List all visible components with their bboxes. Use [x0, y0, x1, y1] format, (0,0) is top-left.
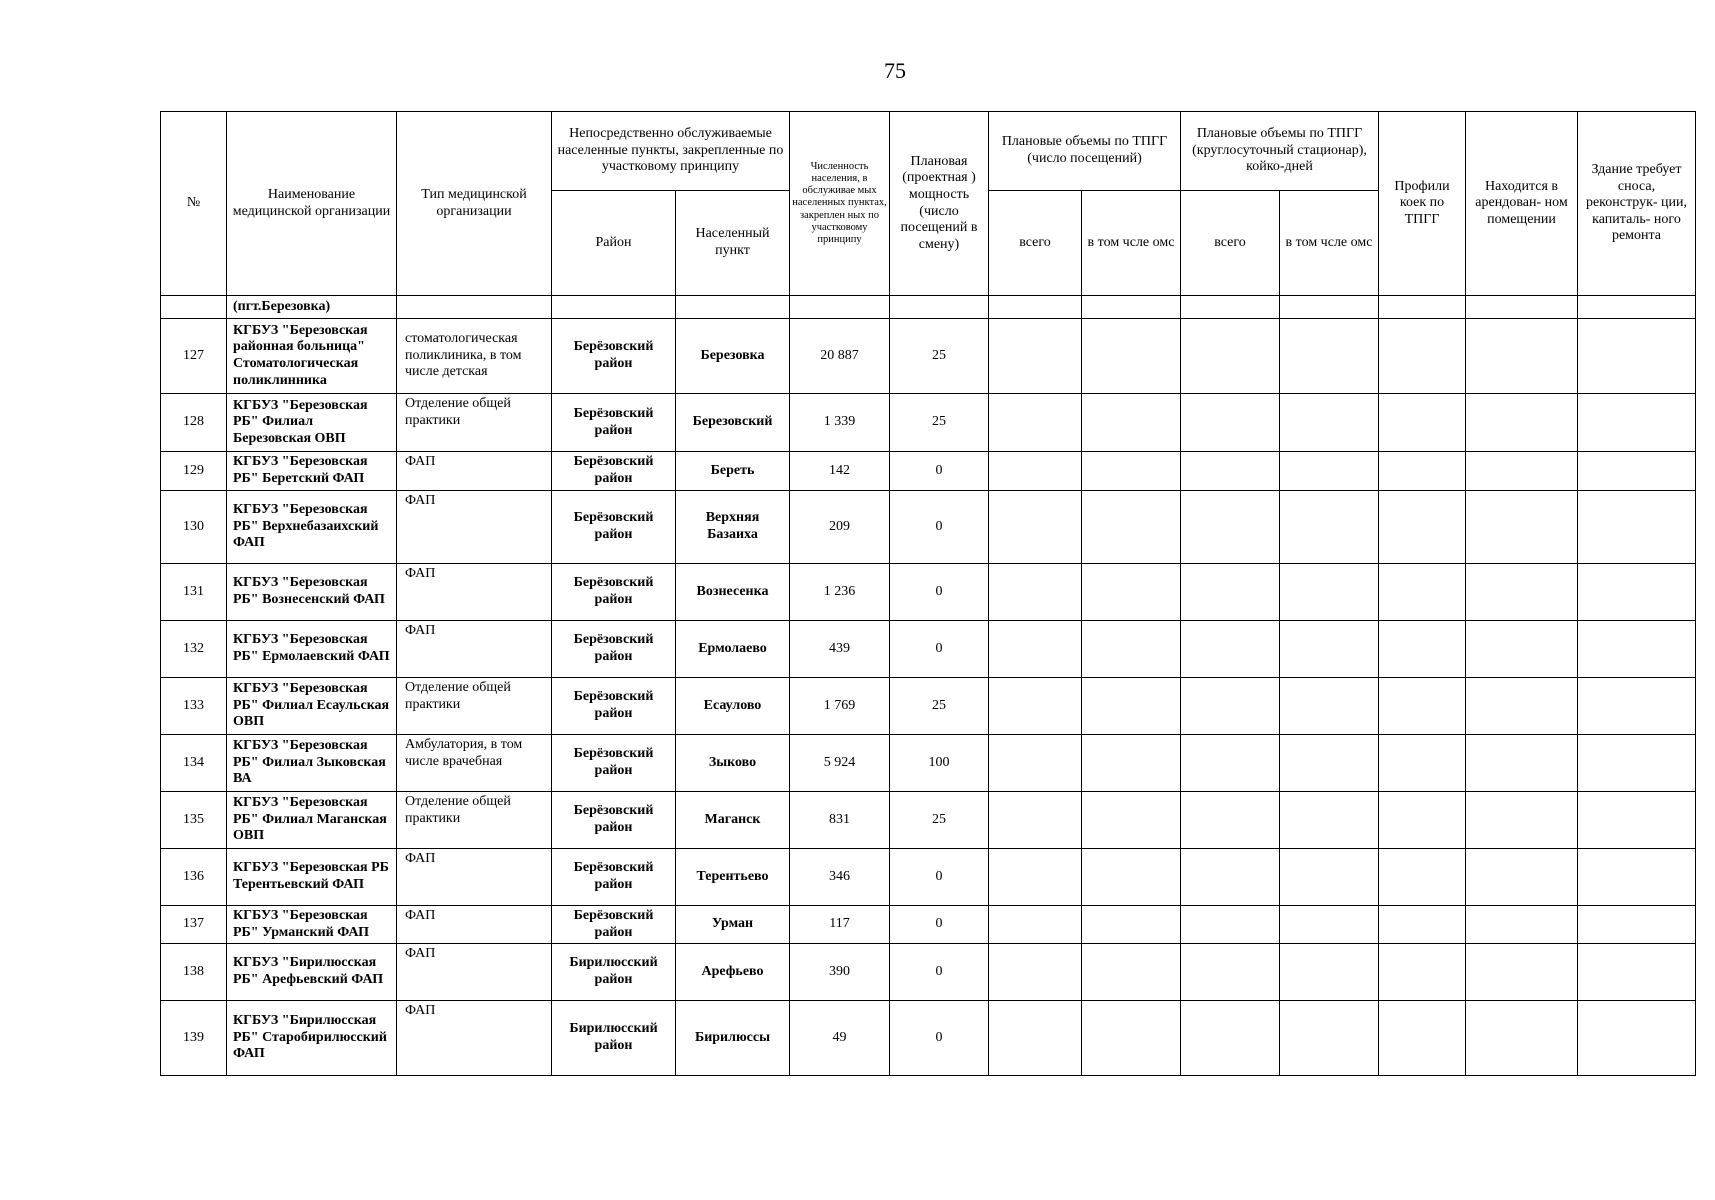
organization-type: ФАП [397, 452, 552, 491]
organization-type: Отделение общей практики [397, 792, 552, 849]
header-district: Район [552, 191, 676, 296]
row-number: 129 [161, 452, 227, 491]
empty-cell [1181, 394, 1280, 452]
district: Берёзовский район [552, 564, 676, 621]
empty-cell [1280, 678, 1379, 735]
empty-cell [1466, 452, 1578, 491]
empty-cell [1082, 621, 1181, 678]
page-number: 75 [884, 58, 906, 83]
header-visits: Плановые объемы по ТПГГ (число посещений) [989, 112, 1181, 191]
population: 1 769 [790, 678, 890, 735]
settlement: Зыково [676, 735, 790, 792]
empty-cell [1082, 1001, 1181, 1076]
organization-type: Амбулатория, в том числе врачебная [397, 735, 552, 792]
table-row [161, 394, 1696, 452]
header-beds: Плановые объемы по ТПГГ (круглосуточный стационар), койко-дней [1181, 112, 1379, 191]
empty-cell [1578, 1001, 1696, 1076]
empty-cell [1082, 944, 1181, 1001]
empty-cell [1280, 944, 1379, 1001]
empty-cell [1466, 394, 1578, 452]
empty-cell [1280, 735, 1379, 792]
district: Бирилюсский район [552, 944, 676, 1001]
header-served: Непосредственно обслуживаемые населенные пункты, закрепленные по участковому принципу [552, 112, 790, 191]
empty-cell [1578, 452, 1696, 491]
table-row [161, 944, 1696, 1001]
empty-cell [1082, 452, 1181, 491]
empty-cell [1379, 491, 1466, 564]
district: Берёзовский район [552, 452, 676, 491]
empty-cell [1466, 491, 1578, 564]
empty-cell [989, 678, 1082, 735]
capacity: 0 [890, 1001, 989, 1076]
table-row [161, 906, 1696, 944]
population: 117 [790, 906, 890, 944]
empty-cell [989, 319, 1082, 394]
row-number: 127 [161, 319, 227, 394]
header-num: № [161, 112, 227, 296]
capacity: 0 [890, 906, 989, 944]
empty-cell [1466, 1001, 1578, 1076]
empty-cell [1082, 792, 1181, 849]
capacity: 25 [890, 319, 989, 394]
organization-type: ФАП [397, 849, 552, 906]
empty-cell [1181, 792, 1280, 849]
capacity: 25 [890, 394, 989, 452]
organization-name: КГБУЗ "Березовская РБ" Филиал Березовская ОВП [227, 394, 397, 452]
empty-cell [1280, 319, 1379, 394]
capacity: 25 [890, 792, 989, 849]
empty-cell [1181, 849, 1280, 906]
empty-cell [1466, 944, 1578, 1001]
table-row [161, 792, 1696, 849]
population: 1 236 [790, 564, 890, 621]
organization-name: КГБУЗ "Березовская РБ Терентьевский ФАП [227, 849, 397, 906]
empty-cell [1280, 491, 1379, 564]
empty-cell [1379, 1001, 1466, 1076]
empty-cell [989, 452, 1082, 491]
table-row [161, 564, 1696, 621]
empty-cell [989, 1001, 1082, 1076]
population: 1 339 [790, 394, 890, 452]
empty-cell [1466, 678, 1578, 735]
header-population: Численность населения, в обслуживае мых населенных пунктах, закреплен ных по участковому принципу [790, 112, 890, 296]
population: 5 924 [790, 735, 890, 792]
empty-cell [1181, 944, 1280, 1001]
organization-type: ФАП [397, 621, 552, 678]
settlement: Березовский [676, 394, 790, 452]
empty-cell [1181, 906, 1280, 944]
district: Бирилюсский район [552, 1001, 676, 1076]
organization-type: ФАП [397, 906, 552, 944]
row-number: 135 [161, 792, 227, 849]
table-row [161, 735, 1696, 792]
empty-cell [1082, 564, 1181, 621]
row-number: 134 [161, 735, 227, 792]
population: 49 [790, 1001, 890, 1076]
continuation-text: (пгт.Березовка) [227, 296, 397, 319]
header-beds-total: всего [1181, 191, 1280, 296]
settlement: Есаулово [676, 678, 790, 735]
organization-name: КГБУЗ "Березовская РБ" Ермолаевский ФАП [227, 621, 397, 678]
empty-cell [1082, 849, 1181, 906]
organization-type: ФАП [397, 564, 552, 621]
settlement: Вознесенка [676, 564, 790, 621]
district: Берёзовский район [552, 621, 676, 678]
capacity: 0 [890, 452, 989, 491]
organization-name: КГБУЗ "Бирилюсская РБ" Старобирилюсский ФАП [227, 1001, 397, 1076]
organization-name: КГБУЗ "Березовская РБ" Верхнебазаихский ФАП [227, 491, 397, 564]
empty-cell [1280, 564, 1379, 621]
population: 20 887 [790, 319, 890, 394]
row-number: 139 [161, 1001, 227, 1076]
row-number: 132 [161, 621, 227, 678]
empty-cell [1578, 319, 1696, 394]
empty-cell [1280, 849, 1379, 906]
empty-cell [989, 944, 1082, 1001]
empty-cell [1280, 1001, 1379, 1076]
settlement: Верхняя Базаиха [676, 491, 790, 564]
table-row [161, 1001, 1696, 1076]
organization-name: КГБУЗ "Березовская РБ" Филиал Маганская ОВП [227, 792, 397, 849]
settlement: Терентьево [676, 849, 790, 906]
empty-cell [989, 906, 1082, 944]
empty-cell [1466, 319, 1578, 394]
table-row [161, 678, 1696, 735]
capacity: 100 [890, 735, 989, 792]
organization-type: Отделение общей практики [397, 394, 552, 452]
continuation-row [161, 296, 1696, 319]
population: 346 [790, 849, 890, 906]
row-number: 131 [161, 564, 227, 621]
capacity: 0 [890, 564, 989, 621]
organization-name: КГБУЗ "Березовская РБ" Беретский ФАП [227, 452, 397, 491]
empty-cell [1280, 621, 1379, 678]
empty-cell [1280, 452, 1379, 491]
empty-cell [1379, 849, 1466, 906]
capacity: 0 [890, 849, 989, 906]
empty-cell [1578, 394, 1696, 452]
empty-cell [1466, 621, 1578, 678]
empty-cell [989, 849, 1082, 906]
empty-cell [1578, 491, 1696, 564]
empty-cell [1082, 394, 1181, 452]
empty-cell [1181, 735, 1280, 792]
empty-cell [1578, 564, 1696, 621]
empty-cell [1379, 944, 1466, 1001]
empty-cell [1466, 735, 1578, 792]
organization-name: КГБУЗ "Березовская РБ" Филиал Есаульская ОВП [227, 678, 397, 735]
organization-type: ФАП [397, 1001, 552, 1076]
empty-cell [1578, 621, 1696, 678]
empty-cell [1466, 849, 1578, 906]
settlement: Ермолаево [676, 621, 790, 678]
empty-cell [1181, 678, 1280, 735]
population: 439 [790, 621, 890, 678]
district: Берёзовский район [552, 491, 676, 564]
empty-cell [989, 735, 1082, 792]
settlement: Маганск [676, 792, 790, 849]
empty-cell [1379, 678, 1466, 735]
empty-cell [1280, 906, 1379, 944]
empty-cell [1578, 792, 1696, 849]
empty-cell [989, 792, 1082, 849]
empty-cell [1082, 491, 1181, 564]
empty-cell [989, 621, 1082, 678]
header-building: Здание требует сноса, реконструк- ции, капиталь- ного ремонта [1578, 112, 1696, 296]
settlement: Береть [676, 452, 790, 491]
empty-cell [1181, 564, 1280, 621]
organization-name: КГБУЗ "Березовская районная больница" Стоматологическая поликлинника [227, 319, 397, 394]
district: Берёзовский район [552, 735, 676, 792]
empty-cell [1379, 792, 1466, 849]
header-profiles: Профили коек по ТПГГ [1379, 112, 1466, 296]
empty-cell [1082, 678, 1181, 735]
empty-cell [1181, 1001, 1280, 1076]
organization-name: КГБУЗ "Березовская РБ" Урманский ФАП [227, 906, 397, 944]
organization-name: КГБУЗ "Бирилюсская РБ" Арефьевский ФАП [227, 944, 397, 1001]
empty-cell [1578, 849, 1696, 906]
empty-cell [1379, 394, 1466, 452]
header-beds-oms: в том чсле омс [1280, 191, 1379, 296]
table-row [161, 319, 1696, 394]
district: Берёзовский район [552, 792, 676, 849]
organization-type: стоматологическая поликлиника, в том числе детская [397, 319, 552, 394]
empty-cell [989, 564, 1082, 621]
table-row [161, 491, 1696, 564]
empty-cell [1082, 735, 1181, 792]
empty-cell [1379, 621, 1466, 678]
empty-cell [1379, 319, 1466, 394]
capacity: 25 [890, 678, 989, 735]
row-number: 128 [161, 394, 227, 452]
settlement: Арефьево [676, 944, 790, 1001]
empty-cell [1082, 319, 1181, 394]
organization-type: ФАП [397, 491, 552, 564]
empty-cell [1578, 906, 1696, 944]
table-row [161, 849, 1696, 906]
organization-type: ФАП [397, 944, 552, 1001]
population: 142 [790, 452, 890, 491]
empty-cell [989, 394, 1082, 452]
table-row [161, 621, 1696, 678]
header-name: Наименование медицинской организации [227, 112, 397, 296]
organization-name: КГБУЗ "Березовская РБ" Филиал Зыковская ВА [227, 735, 397, 792]
population: 390 [790, 944, 890, 1001]
empty-cell [1578, 678, 1696, 735]
empty-cell [1379, 564, 1466, 621]
empty-cell [1181, 621, 1280, 678]
header-settlement: Населенный пункт [676, 191, 790, 296]
header-capacity: Плановая (проектная ) мощность (число посещений в смену) [890, 112, 989, 296]
empty-cell [1379, 735, 1466, 792]
empty-cell [1181, 491, 1280, 564]
empty-cell [1280, 394, 1379, 452]
header-type: Тип медицинской организации [397, 112, 552, 296]
row-number: 137 [161, 906, 227, 944]
empty-cell [1466, 564, 1578, 621]
capacity: 0 [890, 621, 989, 678]
row-number: 136 [161, 849, 227, 906]
population: 209 [790, 491, 890, 564]
empty-cell [989, 491, 1082, 564]
district: Берёзовский район [552, 678, 676, 735]
empty-cell [1280, 792, 1379, 849]
empty-cell [1578, 735, 1696, 792]
empty-cell [1578, 944, 1696, 1001]
organizations-table [160, 111, 1696, 1076]
capacity: 0 [890, 491, 989, 564]
settlement: Бирилюссы [676, 1001, 790, 1076]
empty-cell [1181, 319, 1280, 394]
district: Берёзовский район [552, 849, 676, 906]
settlement: Урман [676, 906, 790, 944]
capacity: 0 [890, 944, 989, 1001]
organization-name: КГБУЗ "Березовская РБ" Вознесенский ФАП [227, 564, 397, 621]
row-number: 138 [161, 944, 227, 1001]
district: Берёзовский район [552, 906, 676, 944]
empty-cell [1181, 452, 1280, 491]
organization-type: Отделение общей практики [397, 678, 552, 735]
header-visits-oms: в том чсле омс [1082, 191, 1181, 296]
empty-cell [1466, 792, 1578, 849]
empty-cell [1379, 452, 1466, 491]
empty-cell [1466, 906, 1578, 944]
population: 831 [790, 792, 890, 849]
header-visits-total: всего [989, 191, 1082, 296]
empty-cell [1082, 906, 1181, 944]
district: Берёзовский район [552, 394, 676, 452]
header-rented: Находится в арендован- ном помещении [1466, 112, 1578, 296]
settlement: Березовка [676, 319, 790, 394]
row-number: 130 [161, 491, 227, 564]
district: Берёзовский район [552, 319, 676, 394]
row-number: 133 [161, 678, 227, 735]
table-row [161, 452, 1696, 491]
empty-cell [1379, 906, 1466, 944]
